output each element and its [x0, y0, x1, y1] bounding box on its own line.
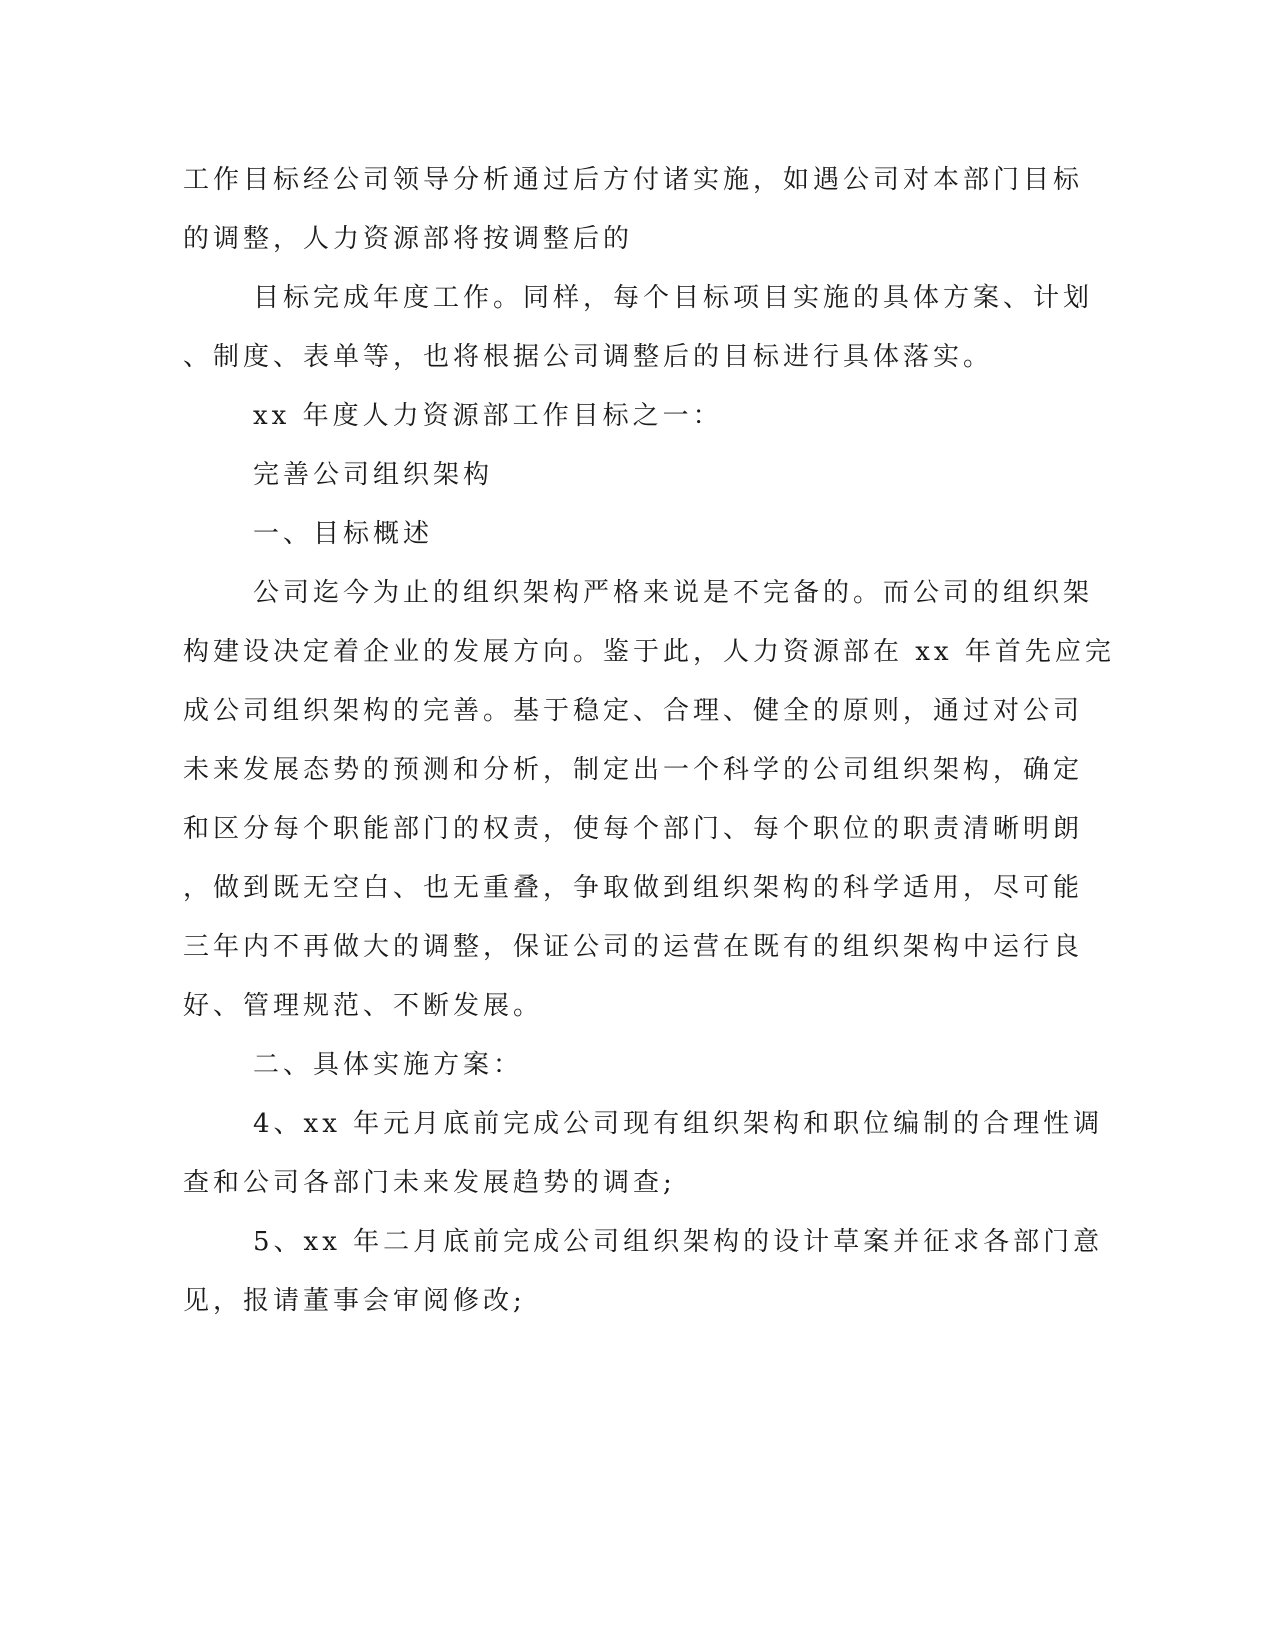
body-line: 的调整，人力资源部将按调整后的 [183, 224, 634, 254]
document-body [183, 160, 1115, 1340]
body-line: 、制度、表单等，也将根据公司调整后的目标进行具体落实。 [183, 342, 994, 372]
section-title: 完善公司组织架构 [253, 460, 494, 490]
list-item-continuation: 查和公司各部门未来发展趋势的调查; [183, 1168, 676, 1198]
body-line: 目标完成年度工作。同样，每个目标项目实施的具体方案、计划 [253, 283, 1094, 313]
list-item: 5、xx 年二月底前完成公司组织架构的设计草案并征求各部门意 [253, 1227, 1104, 1257]
body-line: 构建设决定着企业的发展方向。鉴于此，人力资源部在 xx 年首先应完 [183, 637, 1115, 667]
body-line: ，做到既无空白、也无重叠，争取做到组织架构的科学适用，尽可能 [183, 873, 1084, 903]
body-line: 未来发展态势的预测和分析，制定出一个科学的公司组织架构，确定 [183, 755, 1084, 785]
body-line: 成公司组织架构的完善。基于稳定、合理、健全的原则，通过对公司 [183, 696, 1084, 726]
body-line: 好、管理规范、不断发展。 [183, 991, 544, 1021]
body-line: 和区分每个职能部门的权责，使每个部门、每个职位的职责清晰明朗 [183, 814, 1084, 844]
body-line: 工作目标经公司领导分析通过后方付诸实施，如遇公司对本部门目标 [183, 165, 1084, 195]
subsection-heading: 一、目标概述 [253, 519, 434, 549]
body-line: 公司迄今为止的组织架构严格来说是不完备的。而公司的组织架 [253, 578, 1094, 608]
list-item: 4、xx 年元月底前完成公司现有组织架构和职位编制的合理性调 [253, 1109, 1104, 1139]
list-item-continuation: 见，报请董事会审阅修改; [183, 1286, 526, 1316]
subsection-heading: 二、具体实施方案： [253, 1050, 524, 1080]
body-line: 三年内不再做大的调整，保证公司的运营在既有的组织架构中运行良 [183, 932, 1084, 962]
section-heading: xx 年度人力资源部工作目标之一： [253, 401, 723, 431]
